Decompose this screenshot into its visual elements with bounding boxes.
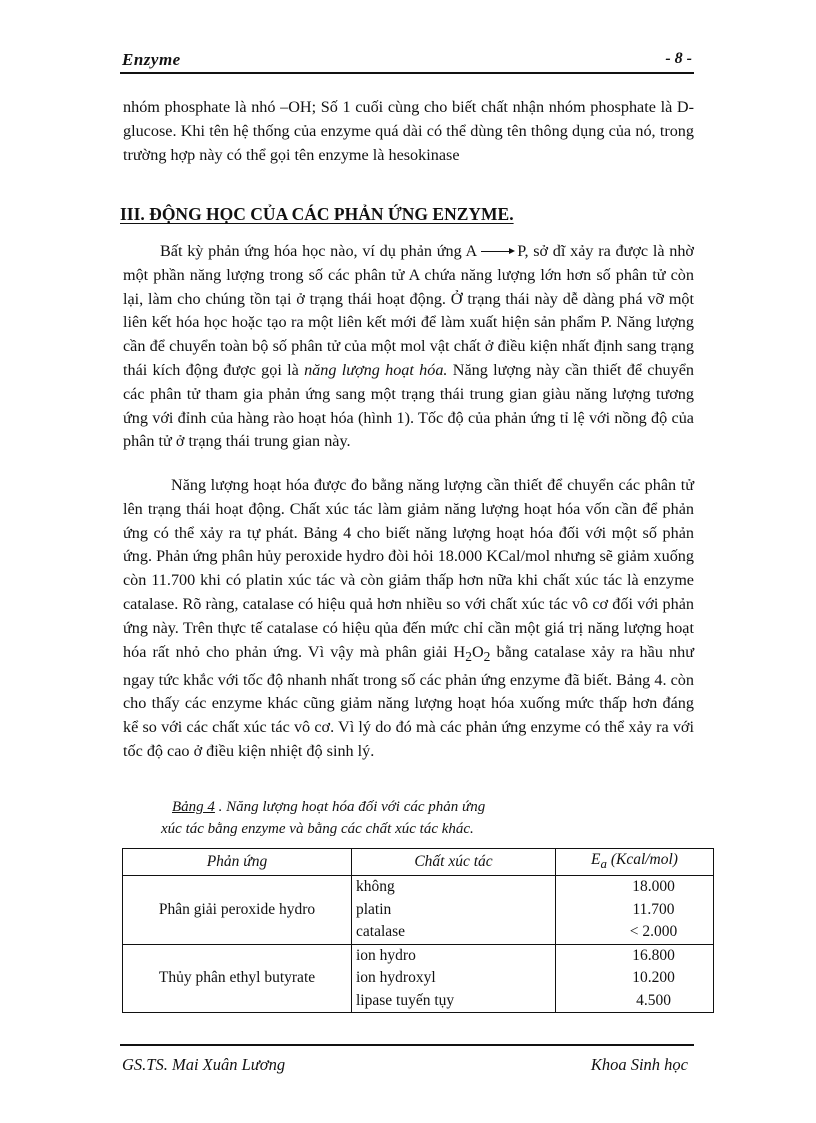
catalyst-cell — [352, 876, 556, 945]
paragraph-kinetics — [123, 240, 694, 454]
activation-energy-table — [122, 848, 714, 1013]
paragraph-activation-energy — [123, 474, 694, 764]
subscript-2b: 2 — [483, 648, 491, 664]
ea-symbol: E — [591, 851, 601, 868]
reaction-arrow-icon — [481, 251, 513, 252]
paragraph-activation-part2: bằng catalase xảy ra hầu như ngay tức khắc với tốc độ nhanh nhất trong số các phản ứng enzyme đã biết. Bảng 4. còn cho thấy các enzyme khác cũng giảm năng lượng hoạt hóa xuống mức thấp hơn đáng kể so với các chất xúc tác vô cơ. Vì lý do đó mà các phản ứng enzyme có thể xảy ra với tốc độ cao ở điều kiện nhiệt độ sinh lý. — [123, 642, 695, 760]
paragraph-kinetics-part1: Bất kỳ phản ứng hóa học nào, ví dụ phản ứng A — [160, 242, 478, 260]
header-catalyst: Chất xúc tác — [352, 849, 556, 876]
catalyst-cell — [352, 944, 556, 1013]
subscript-2a: 2 — [465, 648, 472, 664]
header-ea — [556, 849, 714, 876]
paragraph-kinetics-part2: P, sở dĩ xảy ra được là nhờ một phần năng lượng trong số các phân tử A chứa năng lượng lớn hơn số phân tử còn lại, làm cho chúng tồn tại ở trạng thái hoạt động. Ở trạng thái này dễ dàng phá vỡ một liên kết hóa học hoặc tạo ra một liên kết mới để làm xuất hiện sản phẩm P. Năng lượng cần để chuyển toàn bộ số phân tử của một mol vật chất ở điều kiện nhất định sang trạng thái kích động được gọi là — [123, 242, 694, 379]
section-heading: III. ĐỘNG HỌC CỦA CÁC PHẢN ỨNG ENZYME. — [120, 204, 514, 224]
header-reaction: Phản ứng — [123, 849, 352, 876]
ea-value: 16.800 — [632, 946, 675, 964]
footer-department: Khoa Sinh học — [590, 1055, 688, 1074]
catalyst-item: catalase — [356, 923, 406, 941]
page-number: - 8 - — [665, 50, 692, 67]
catalyst-item: không — [356, 878, 395, 896]
ea-cell — [556, 944, 714, 1013]
ea-value: 11.700 — [632, 900, 675, 918]
page-header — [120, 46, 694, 74]
ea-value: 4.500 — [636, 991, 671, 1009]
footer-divider — [120, 1044, 694, 1046]
table-row — [123, 876, 714, 945]
table-caption-line1 — [172, 799, 485, 816]
table-row — [123, 944, 714, 1013]
reaction-cell: Thủy phân ethyl butyrate — [123, 944, 352, 1013]
ea-unit: (Kcal/mol) — [606, 851, 678, 868]
ea-value: < 2.000 — [629, 923, 678, 941]
paragraph-intro: nhóm phosphate là nhó –OH; Số 1 cuối cùng cho biết chất nhận nhóm phosphate là D-glucose. Khi tên hệ thống của enzyme quá dài có thể dùng tên thông dụng của nó, trong trường hợp này có thể gọi tên enzyme là hesokinase — [123, 98, 694, 164]
paragraph-activation-part1: Năng lượng hoạt hóa được đo bằng năng lượng cần thiết để chuyển các phân tử lên trạng thái hoạt động. Chất xúc tác làm giảm năng lượng hoạt hóa vốn cần để phản ứng có thể xảy ra tự phát. Bảng 4 cho biết năng lượng hoạt hóa đối với một số phản ứng. Phản ứng phân hủy peroxide hydro đòi hỏi 18.000 KCal/mol nhưng sẽ giảm xuống còn 11.700 khi có platin xúc tác và còn giảm thấp hơn nữa khi chất xúc tác là enzyme catalase. Rõ ràng, catalase có hiệu quả hơn nhiều so với chất xúc tác vô cơ đối với phản ứng này. Trên thực tế catalase có hiệu qủa đến mức chỉ cần một giá trị năng lượng hoạt hóa rất nhỏ cho phản ứng. Vì vậy mà phân giải H — [123, 476, 694, 661]
catalyst-item: ion hydroxyl — [356, 969, 436, 987]
oxygen-symbol: O — [471, 642, 484, 661]
ea-value: 18.000 — [632, 878, 675, 896]
header-title: Enzyme — [122, 50, 181, 69]
footer-author: GS.TS. Mai Xuân Lương — [122, 1055, 286, 1074]
ea-cell — [556, 876, 714, 945]
table-caption-label: Bảng 4 — [172, 799, 215, 815]
paragraph-kinetics-part3: Năng lượng này cần thiết để chuyển các phân tử tham gia phản ứng sang một trạng thái trung gian giàu năng lượng tương ứng với đỉnh của hàng rào hoạt hóa (hình 1). Tốc độ của phản ứng tỉ lệ với nồng độ của phân tử ở trạng thái trung gian này. — [123, 360, 695, 451]
catalyst-item: platin — [356, 900, 392, 918]
activation-energy-term: năng lượng hoạt hóa. — [304, 360, 448, 379]
table-caption-text1: . Năng lượng hoạt hóa đối với các phản ứng — [214, 799, 486, 815]
table-header-row — [123, 849, 714, 876]
ea-subscript: a — [600, 856, 607, 872]
table-caption-line2: xúc tác bằng enzyme và bằng các chất xúc tác khác. — [161, 821, 474, 837]
ea-value: 10.200 — [632, 969, 675, 987]
reaction-cell: Phân giải peroxide hydro — [123, 876, 352, 945]
catalyst-item: lipase tuyến tụy — [356, 991, 455, 1009]
catalyst-item: ion hydro — [356, 946, 416, 964]
